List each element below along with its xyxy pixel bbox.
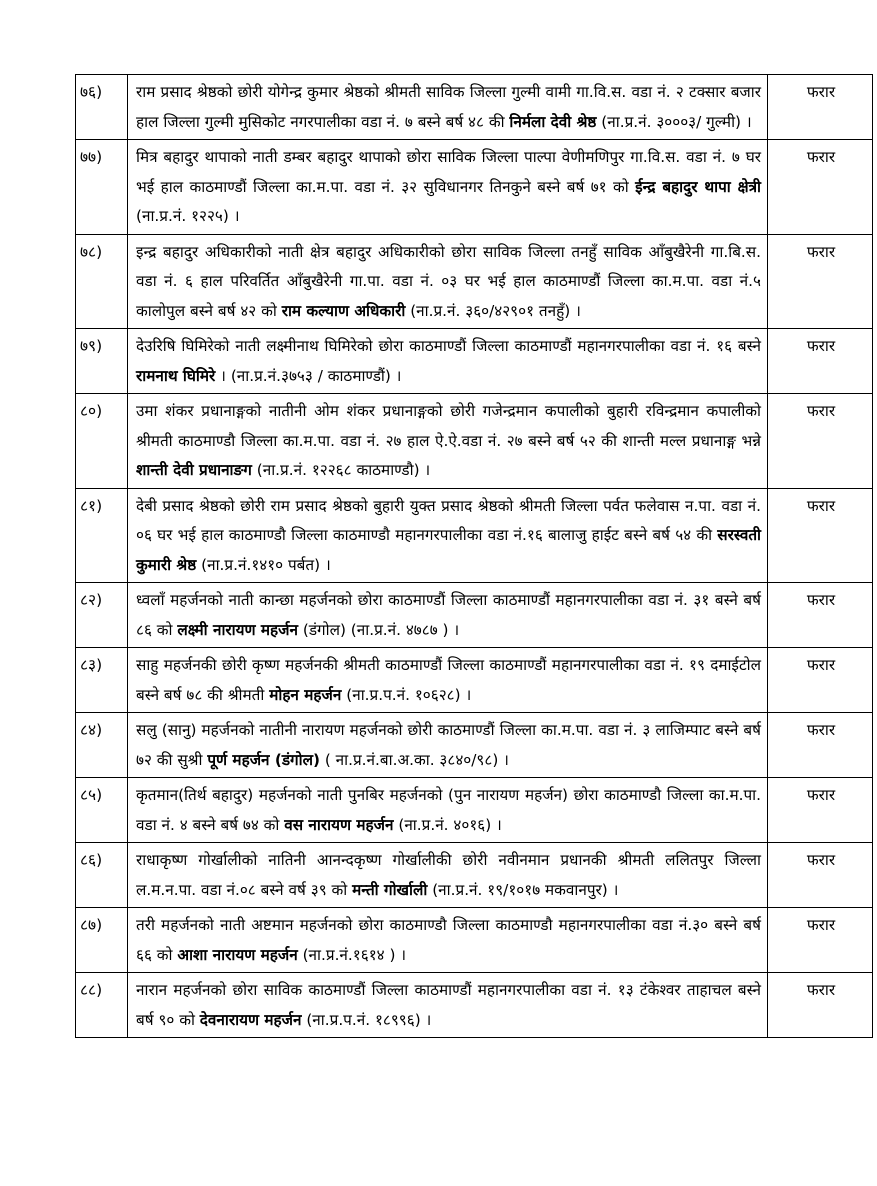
person-name: पूर्ण महर्जन (डंगोल) [207, 750, 320, 769]
status-cell: फरार [768, 843, 873, 908]
citizenship-reference: । (ना.प्र.नं.३७५३ / काठमाण्डौं) । [215, 366, 402, 385]
person-description [128, 394, 768, 489]
citizenship-reference: (ना.प्र.नं. ३०००३/ गुल्मी) । [596, 112, 752, 131]
description-text: साहु महर्जनकी छोरी कृष्ण महर्जनकी श्रीमती काठमाण्डौं जिल्ला काठमाण्डौं महानगरपालीका वडा नं. १९ दमाईटोल बस्ने बर्ष ७८ की श्रीमती [136, 656, 761, 704]
citizenship-reference: (ना.प्र.नं. १२२६८ काठमाण्डौ) । [251, 461, 431, 479]
table-row [76, 843, 873, 908]
citizenship-reference: ( ना.प्र.नं.बा.अ.का. ३८४०/९८) । [319, 750, 509, 769]
person-name: लक्ष्मी नारायण महर्जन [177, 620, 298, 639]
person-name: मन्ती गोर्खाली [352, 880, 428, 899]
table-row [76, 778, 873, 843]
serial-number: ७८) [76, 234, 128, 329]
table-row [76, 394, 873, 489]
status-cell: फरार [768, 329, 873, 394]
description-text: राम प्रसाद श्रेष्ठको छोरी योगेन्द्र कुमार श्रेष्ठको श्रीमती साविक जिल्ला गुल्मी वामी गा.वि.स. वडा नं. २ टक्सार बजार हाल जिल्ला गुल्मी मुसिकोट नगरपालीका वडा नं. ७ बस्ने बर्ष ४८ की [136, 83, 761, 131]
description-text: मित्र बहादुर थापाको नाती डम्बर बहादुर थापाको छोरा साविक जिल्ला पाल्पा वेणीमणिपुर गा.वि.स. वडा नं. ७ घर भई हाल काठमाण्डौं जिल्ला का.म.पा. वडा नं. ३२ सुविधानगर तिनकुने बस्ने बर्ष ७१ को [136, 148, 761, 196]
description-text: सलु (सानु) महर्जनको नातीनी नारायण महर्जनको छोरी काठमाण्डौं जिल्ला का.म.पा. वडा नं. ३ लाजिम्पाट बस्ने बर्ष ७२ की सुश्री [136, 721, 761, 769]
serial-number: ७६) [76, 75, 128, 140]
citizenship-reference: (ना.प्र.नं. ४०१६) । [393, 815, 502, 834]
person-description [128, 713, 768, 778]
citizenship-reference: (डंगोल) (ना.प्र.नं. ४७८७ ) । [298, 620, 460, 639]
person-description [128, 843, 768, 908]
description-text: राधाकृष्ण गोर्खालीको नातिनी आनन्दकृष्ण गोर्खालीकी छोरी नवीनमान प्रधानकी श्रीमती ललितपुर जिल्ला ल.म.न.पा. वडा नं.०८ बस्ने वर्ष ३९ को [136, 851, 761, 899]
status-cell: फरार [768, 973, 873, 1038]
description-text: उमा शंकर प्रधानाङ्गको नातीनी ओम शंकर प्रधानाङ्गको छोरी गजेन्द्रमान कपालीको बुहारी रविन्द्रमान कपालीको श्रीमती काठमाण्डौ जिल्ला का.म.पा. वडा नं. २७ हाल ऐ.ऐ.वडा नं. २७ बस्ने बर्ष ५२ की शान्ती मल्ल प्रधानाङ्ग भन्ने [136, 402, 761, 450]
serial-number: ८१) [76, 488, 128, 583]
person-name: आशा नारायण महर्जन [177, 945, 298, 964]
description-text: देउरिषि घिमिरेको नाती लक्ष्मीनाथ घिमिरेको छोरा काठमाण्डौं जिल्ला काठमाण्डौं महानगरपालीका वडा नं. १६ बस्ने [136, 337, 761, 355]
person-description [128, 648, 768, 713]
person-name: ईन्द्र बहादुर थापा क्षेत्री [635, 177, 761, 196]
status-cell: फरार [768, 583, 873, 648]
description-text: इन्द्र बहादुर अधिकारीको नाती क्षेत्र बहादुर अधिकारीको छोरा साविक जिल्ला तनहुँ साविक आँबुखैरेनी गा.बि.स. वडा नं. ६ हाल परिवर्तित आँबुखैरेनी गा.पा. वडा नं. ०३ घर भई हाल काठमाण्डौं जिल्ला का.म.पा. वडा नं.५ कालोपुल बस्ने बर्ष ४२ को [136, 242, 761, 320]
serial-number: ८०) [76, 394, 128, 489]
serial-number: ८७) [76, 908, 128, 973]
description-text: कृतमान(तिर्थ बहादुर) महर्जनको नाती पुनबिर महर्जनको (पुन नारायण महर्जन) छोरा काठमाण्डौ जिल्ला का.म.पा. वडा नं. ४ बस्ने बर्ष ७४ को [136, 786, 761, 834]
table-row [76, 713, 873, 778]
table-row [76, 140, 873, 235]
serial-number: ८८) [76, 973, 128, 1038]
person-description [128, 329, 768, 394]
table-row [76, 973, 873, 1038]
citizenship-reference: (ना.प्र.प.नं. १०६२८) । [341, 685, 472, 704]
citizenship-reference: (ना.प्र.नं. १९/१०१७ मकवानपुर) । [427, 880, 619, 899]
person-description [128, 75, 768, 140]
serial-number: ७९) [76, 329, 128, 394]
table-row [76, 908, 873, 973]
description-text: नारान महर्जनको छोरा साविक काठमाण्डौं जिल्ला काठमाण्डौं महानगरपालीका वडा नं. १३ टंकेश्वर ताहाचल बस्ने बर्ष ९० को [136, 981, 761, 1029]
status-cell: फरार [768, 713, 873, 778]
person-description [128, 234, 768, 329]
person-description [128, 973, 768, 1038]
status-cell: फरार [768, 648, 873, 713]
citizenship-reference: (ना.प्र.प.नं. १८९९६) । [301, 1010, 432, 1029]
person-name: मोहन महर्जन [269, 685, 342, 704]
serial-number: ८४) [76, 713, 128, 778]
serial-number: ७७) [76, 140, 128, 235]
description-text: ध्वलाँ महर्जनको नाती कान्छा महर्जनको छोरा काठमाण्डौं जिल्ला काठमाण्डौं महानगरपालीका वडा नं. ३१ बस्ने बर्ष ८६ को [136, 591, 761, 639]
description-text: तरी महर्जनको नाती अष्टमान महर्जनको छोरा काठमाण्डौ जिल्ला काठमाण्डौ महानगरपालीका वडा नं.३० बस्ने बर्ष ६६ को [136, 916, 761, 964]
serial-number: ८५) [76, 778, 128, 843]
table-row [76, 234, 873, 329]
person-description [128, 778, 768, 843]
serial-number: ८६) [76, 843, 128, 908]
absconder-list-table [75, 74, 873, 1038]
person-description [128, 908, 768, 973]
person-name: देवनारायण महर्जन [199, 1010, 302, 1029]
person-name: सरस्वती कुमारी श्रेष्ठ [136, 526, 761, 574]
citizenship-reference: (ना.प्र.नं. ३६०/४२९०१ तनहुँ) । [405, 301, 581, 320]
person-description [128, 583, 768, 648]
table-row [76, 75, 873, 140]
status-cell: फरार [768, 234, 873, 329]
table-row [76, 648, 873, 713]
person-description [128, 488, 768, 583]
serial-number: ८३) [76, 648, 128, 713]
person-name: निर्मला देवी श्रेष्ठ [509, 112, 597, 131]
person-name: वस नारायण महर्जन [284, 815, 394, 834]
status-cell: फरार [768, 488, 873, 583]
person-name: रामनाथ घिमिरे [136, 366, 216, 385]
status-cell: फरार [768, 75, 873, 140]
table-row [76, 583, 873, 648]
person-description [128, 140, 768, 235]
status-cell: फरार [768, 778, 873, 843]
citizenship-reference: (ना.प्र.नं. १२२५) । [136, 207, 240, 225]
status-cell: फरार [768, 908, 873, 973]
status-cell: फरार [768, 394, 873, 489]
serial-number: ८२) [76, 583, 128, 648]
person-name: राम कल्याण अधिकारी [281, 301, 406, 320]
status-cell: फरार [768, 140, 873, 235]
citizenship-reference: (ना.प्र.नं.१६१४ ) । [297, 945, 407, 964]
person-name: शान्ती देवी प्रधानाङग [136, 461, 252, 479]
description-text: देबी प्रसाद श्रेष्ठको छोरी राम प्रसाद श्रेष्ठको बुहारी युक्त प्रसाद श्रेष्ठको श्रीमती जिल्ला पर्वत फलेवास न.पा. वडा नं. ०६ घर भई हाल काठमाण्डौ जिल्ला काठमाण्डौ महानगरपालीका वडा नं.१६ बालाजु हाईट बस्ने बर्ष ५४ की [136, 496, 761, 544]
table-row [76, 329, 873, 394]
table-row [76, 488, 873, 583]
citizenship-reference: (ना.प्र.नं.१४१० पर्बत) । [196, 555, 331, 574]
